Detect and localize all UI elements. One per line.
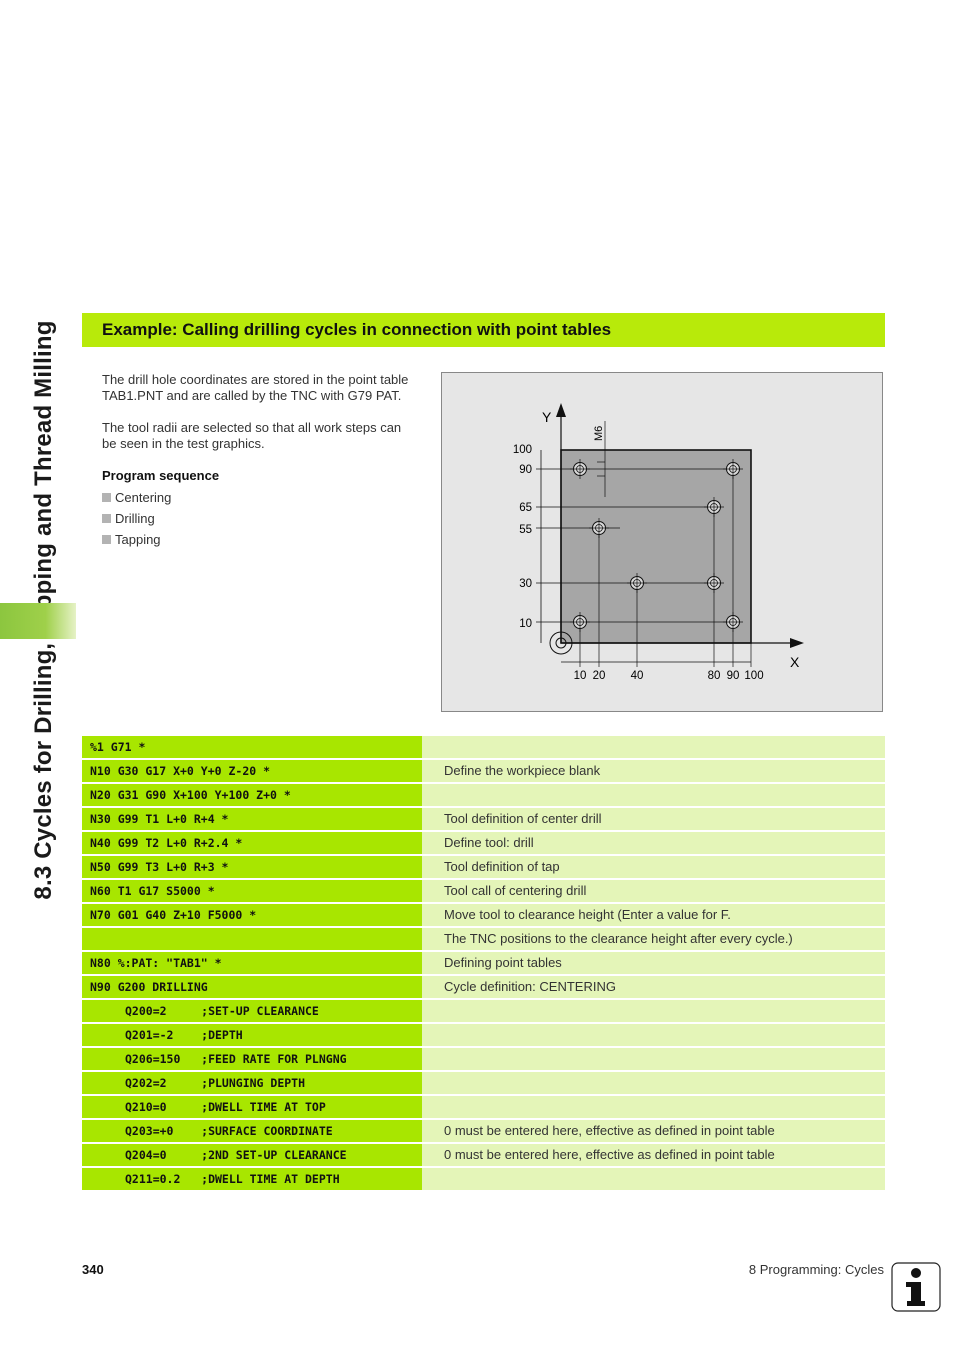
nc-code-cell: N10 G30 G17 X+0 Y+0 Z-20 *: [82, 760, 422, 782]
description-cell: Defining point tables: [422, 952, 885, 974]
description-cell: 0 must be entered here, effective as defined in point table: [422, 1144, 885, 1166]
program-row: [82, 1048, 885, 1072]
x-dim-label: 80: [707, 670, 721, 682]
intro-text: [102, 372, 412, 553]
program-row: [82, 904, 885, 928]
nc-code-cell: N60 T1 G17 S5000 *: [82, 880, 422, 902]
description-cell: Move tool to clearance height (Enter a value for F.: [422, 904, 885, 926]
nc-code-cell: Q210=0 ;DWELL TIME AT TOP: [82, 1096, 422, 1118]
program-row: [82, 1144, 885, 1168]
info-icon: [891, 1262, 941, 1312]
section-title: Example: Calling drilling cycles in connection with point tables: [82, 313, 885, 347]
description-cell: Define tool: drill: [422, 832, 885, 854]
y-axis-label: Y: [542, 409, 552, 425]
description-cell: [422, 1168, 885, 1190]
program-row: [82, 1024, 885, 1048]
nc-code-cell: N30 G99 T1 L+0 R+4 *: [82, 808, 422, 830]
description-cell: 0 must be entered here, effective as defined in point table: [422, 1120, 885, 1142]
sequence-list: [102, 490, 412, 548]
nc-code-cell: N70 G01 G40 Z+10 F5000 *: [82, 904, 422, 926]
nc-code-cell: Q201=-2 ;DEPTH: [82, 1024, 422, 1046]
program-row: [82, 736, 885, 760]
program-row: [82, 1000, 885, 1024]
y-dim-label: 55: [519, 524, 532, 536]
description-cell: [422, 736, 885, 758]
program-row: [82, 760, 885, 784]
program-row: [82, 1096, 885, 1120]
sequence-item: Drilling: [102, 511, 412, 527]
nc-code-cell: N80 %:PAT: "TAB1" *: [82, 952, 422, 974]
description-cell: Tool definition of center drill: [422, 808, 885, 830]
nc-code-cell: Q204=0 ;2ND SET-UP CLEARANCE: [82, 1144, 422, 1166]
description-cell: [422, 1048, 885, 1070]
sequence-heading: Program sequence: [102, 468, 220, 483]
intro-paragraph-2: The tool radii are selected so that all work steps can be seen in the test graphics.: [102, 420, 402, 451]
y-dim-label: 100: [512, 444, 532, 456]
nc-code-cell: Q211=0.2 ;DWELL TIME AT DEPTH: [82, 1168, 422, 1190]
workpiece-drawing: [441, 372, 883, 712]
square-bullet-icon: [102, 535, 111, 544]
nc-code-cell: Q202=2 ;PLUNGING DEPTH: [82, 1072, 422, 1094]
nc-code-cell: N40 G99 T2 L+0 R+2.4 *: [82, 832, 422, 854]
program-row: [82, 952, 885, 976]
program-row: [82, 856, 885, 880]
y-dim-label: 30: [519, 578, 532, 590]
workpiece-drawing-svg: [442, 373, 882, 711]
y-dim-label: 10: [519, 618, 532, 630]
workpiece-plate: [561, 450, 751, 643]
chapter-tab-marker: [0, 603, 76, 639]
y-dim-label: 90: [519, 464, 532, 476]
program-row: [82, 808, 885, 832]
program-row: [82, 832, 885, 856]
program-row: [82, 784, 885, 808]
description-cell: Tool call of centering drill: [422, 880, 885, 902]
nc-code-cell: N20 G31 G90 X+100 Y+100 Z+0 *: [82, 784, 422, 806]
program-row: [82, 928, 885, 952]
page-number: 340: [82, 1262, 104, 1277]
x-dim-label: 20: [592, 670, 606, 682]
nc-program-table: [82, 736, 885, 1192]
description-cell: [422, 1024, 885, 1046]
nc-code-cell: [82, 928, 422, 950]
nc-code-cell: Q200=2 ;SET-UP CLEARANCE: [82, 1000, 422, 1022]
description-cell: [422, 1096, 885, 1118]
description-cell: The TNC positions to the clearance height after every cycle.): [422, 928, 885, 950]
x-dim-label: 40: [630, 670, 644, 682]
x-axis-arrow-icon: [790, 638, 804, 648]
description-cell: Define the workpiece blank: [422, 760, 885, 782]
x-axis-label: X: [790, 654, 800, 670]
nc-code-cell: N90 G200 DRILLING: [82, 976, 422, 998]
program-row: [82, 1168, 885, 1192]
x-dim-label: 10: [573, 670, 587, 682]
square-bullet-icon: [102, 514, 111, 523]
thread-size-label: M6: [593, 425, 605, 441]
description-cell: Cycle definition: CENTERING: [422, 976, 885, 998]
description-cell: [422, 1072, 885, 1094]
program-row: [82, 976, 885, 1000]
y-dim-label: 65: [519, 502, 532, 514]
nc-code-cell: N50 G99 T3 L+0 R+3 *: [82, 856, 422, 878]
intro-paragraph-1: The drill hole coordinates are stored in the point table TAB1.PNT and are called by the TNC with G79 PAT.: [102, 372, 409, 403]
program-row: [82, 1120, 885, 1144]
square-bullet-icon: [102, 493, 111, 502]
chapter-name: 8 Programming: Cycles: [748, 1262, 884, 1277]
description-cell: [422, 784, 885, 806]
nc-code-cell: Q206=150 ;FEED RATE FOR PLNGNG: [82, 1048, 422, 1070]
sequence-item: Tapping: [102, 532, 412, 548]
nc-code-cell: Q203=+0 ;SURFACE COORDINATE: [82, 1120, 422, 1142]
description-cell: Tool definition of tap: [422, 856, 885, 878]
nc-code-cell: %1 G71 *: [82, 736, 422, 758]
x-dim-label: 100: [744, 670, 764, 682]
program-row: [82, 880, 885, 904]
description-cell: [422, 1000, 885, 1022]
sequence-item: Centering: [102, 490, 412, 506]
y-axis-arrow-icon: [556, 403, 566, 417]
x-dim-label: 90: [726, 670, 740, 682]
program-row: [82, 1072, 885, 1096]
